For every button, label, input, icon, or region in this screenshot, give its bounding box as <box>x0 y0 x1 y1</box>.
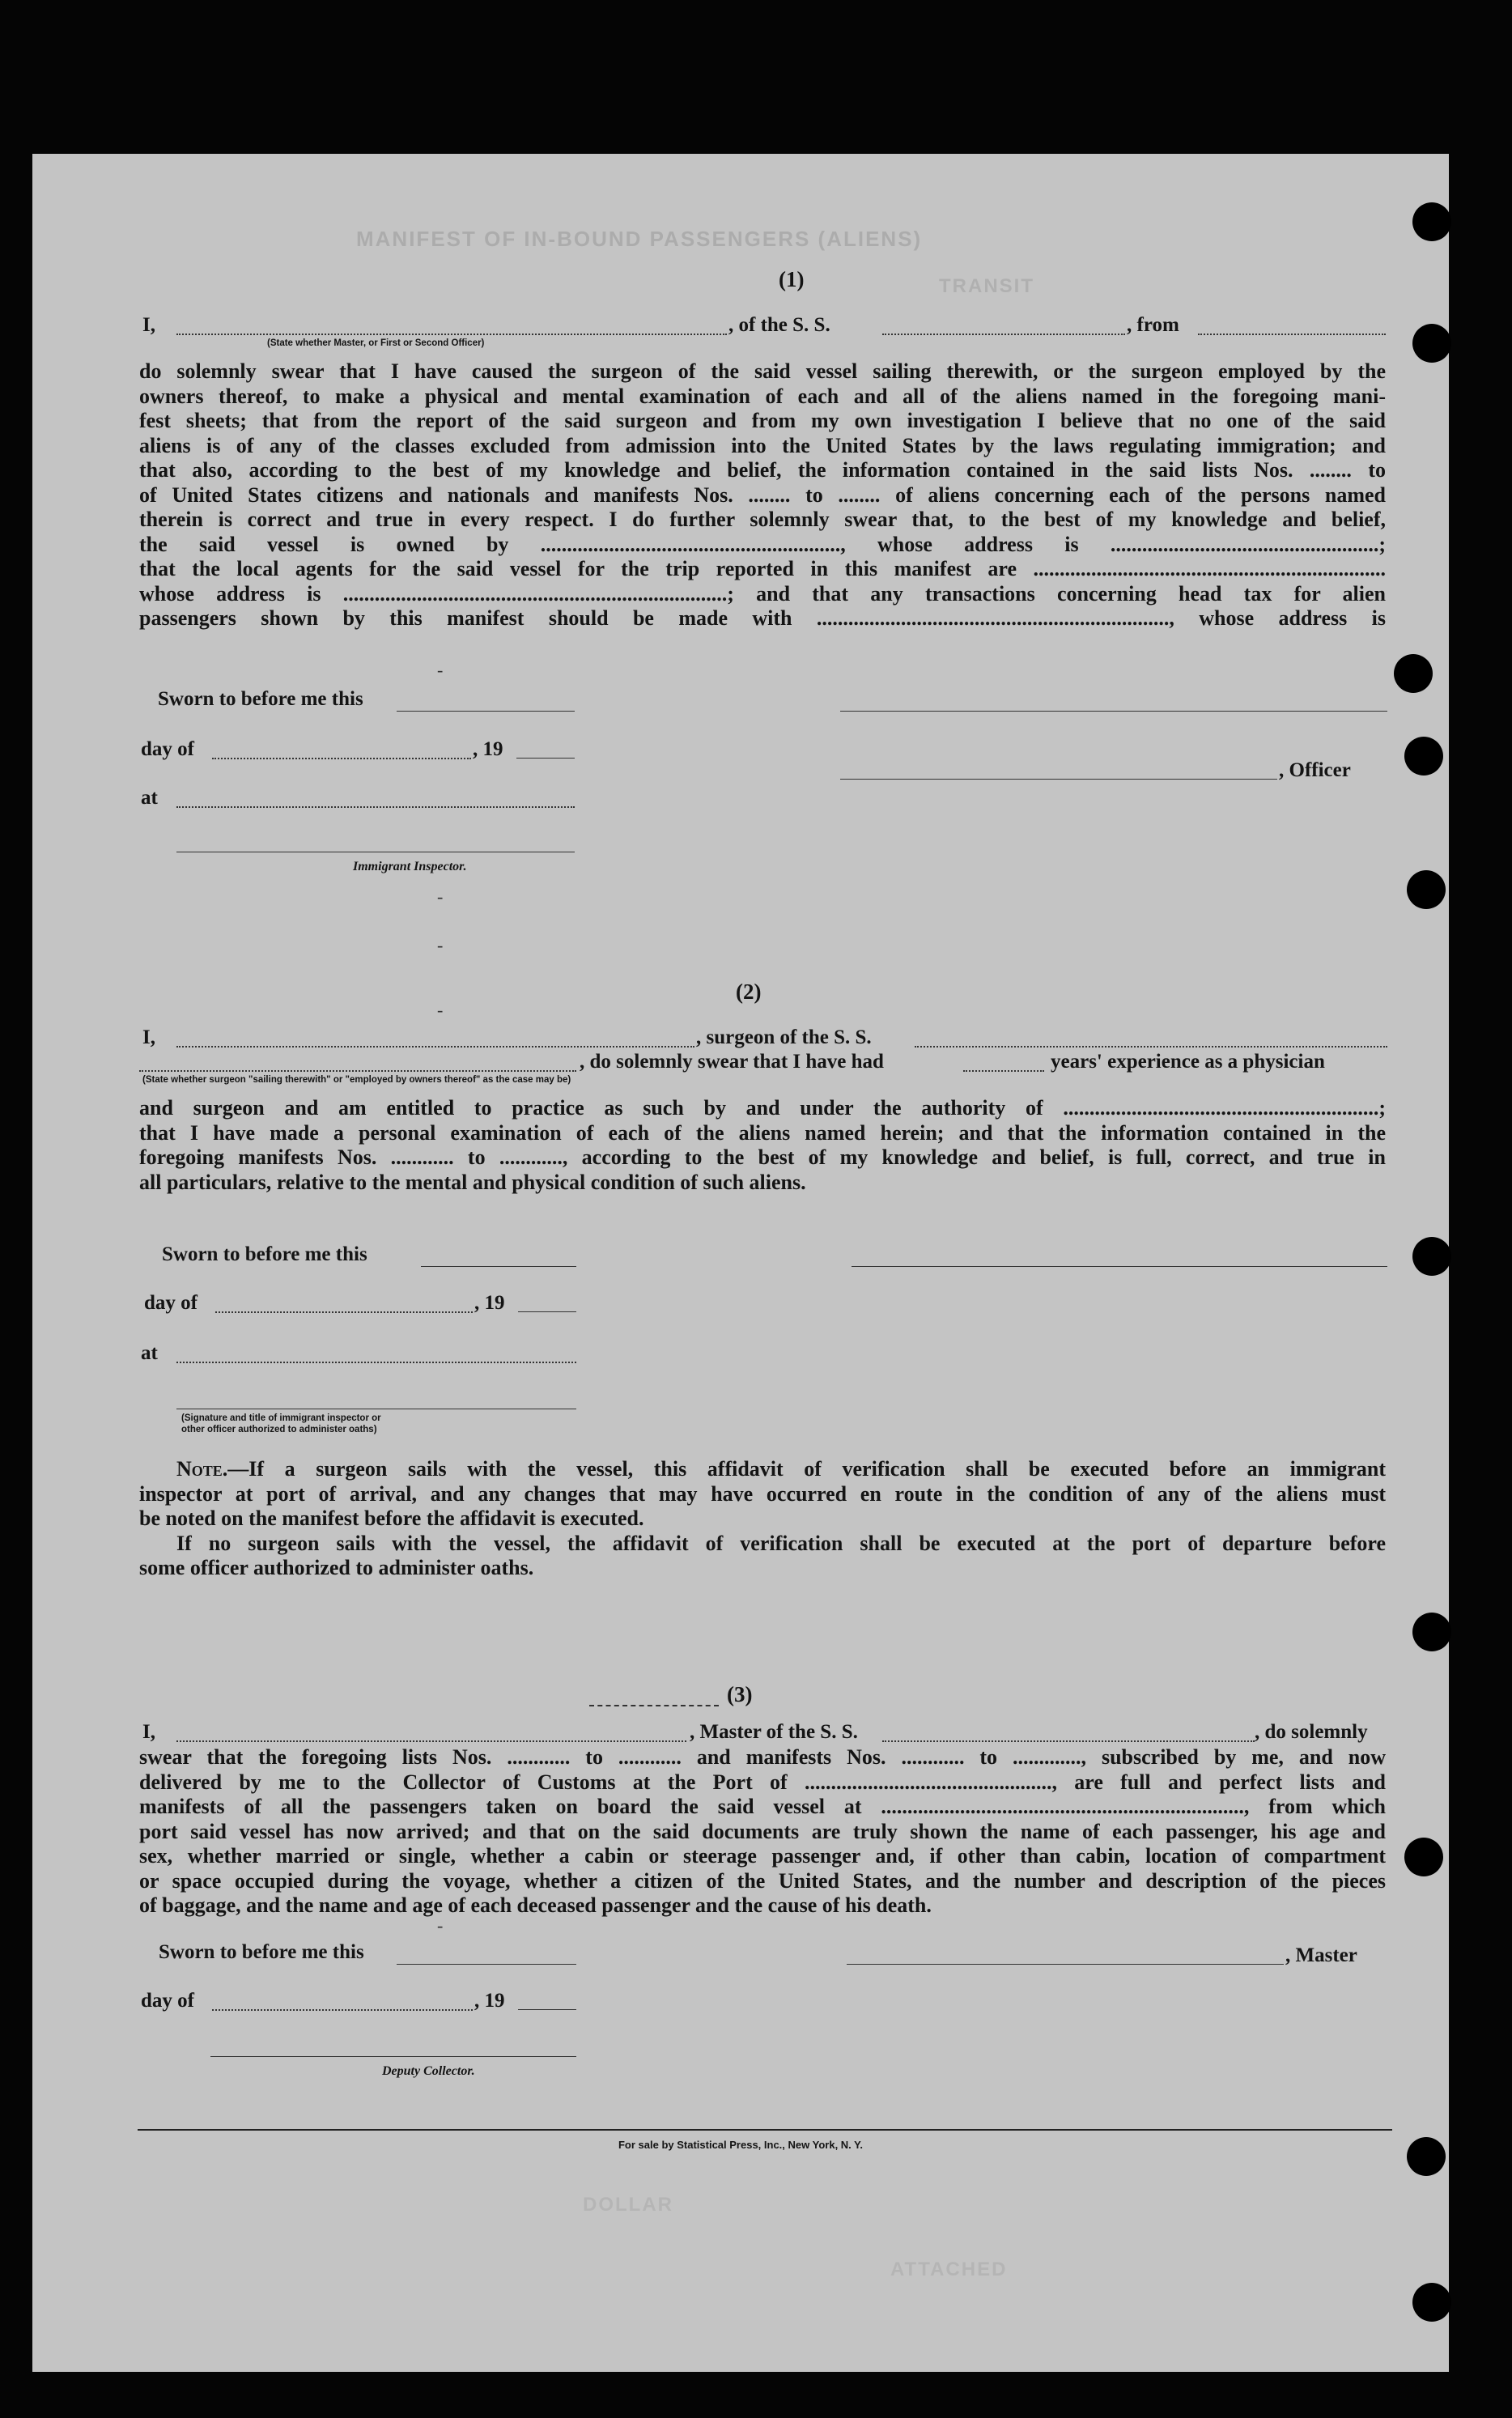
binder-hole <box>1412 2283 1451 2322</box>
binder-hole <box>1412 324 1451 363</box>
s2-inspector-caption-2: other officer authorized to administer oaths) <box>181 1425 377 1434</box>
s3-i-label: I, <box>142 1721 155 1743</box>
s1-line: whose address is .........................................................................; and that any transactions concerning head tax for alien <box>139 581 1386 606</box>
s3-master-of-label: , Master of the S. S. <box>690 1721 858 1743</box>
s2-note-line <box>139 1457 1386 1482</box>
s2-at-label: at <box>141 1342 158 1364</box>
s2-sworn-label: Sworn to before me this <box>162 1243 367 1265</box>
s2-oath-paragraph <box>139 1096 1386 1195</box>
s3-line: sex, whether married or single, whether a cabin or steerage passenger and, if other than cabin, location of compartment <box>139 1844 1386 1868</box>
s2-vessel-field[interactable] <box>915 1046 1387 1048</box>
s2-i-label: I, <box>142 1026 155 1048</box>
s3-master-label: , Master <box>1285 1944 1357 1966</box>
bleed-through-text: MANIFEST OF IN-BOUND PASSENGERS (ALIENS) <box>356 227 923 251</box>
s3-master-name-field[interactable] <box>176 1740 686 1742</box>
s1-officer-signature-line-2[interactable] <box>840 779 1277 780</box>
s2-surgeon-of-label: , surgeon of the S. S. <box>696 1026 872 1048</box>
s1-line: the said vessel is owned by ........................................................., whose address is ...................................................; <box>139 532 1386 556</box>
binder-hole <box>1412 202 1451 241</box>
s2-line: and surgeon and am entitled to practice as such by and under the authority of ............................................................; <box>139 1096 1386 1120</box>
s2-note-line: some officer authorized to administer oaths. <box>139 1556 534 1579</box>
s3-line: of baggage, and the name and age of each deceased passenger and the cause of his death. <box>139 1893 932 1917</box>
s2-note-line: be noted on the manifest before the affidavit is executed. <box>139 1506 644 1530</box>
s3-collector-signature-line[interactable] <box>210 2056 576 2057</box>
s2-line: all particulars, relative to the mental and physical condition of such aliens. <box>139 1170 806 1194</box>
s2-years-label: years' experience as a physician <box>1051 1051 1325 1073</box>
s3-sworn-field[interactable] <box>397 1964 576 1965</box>
s3-vessel-field[interactable] <box>882 1740 1255 1742</box>
s1-line: passengers shown by this manifest should be made with ..................................................................., whose address is <box>139 606 1386 630</box>
footer-rule <box>138 2129 1392 2131</box>
s3-oath-paragraph <box>139 1745 1386 1919</box>
s1-oath-paragraph <box>139 359 1386 631</box>
s1-vessel-field[interactable] <box>882 334 1125 335</box>
s3-master-signature-line[interactable] <box>847 1964 1284 1965</box>
s1-officer-signature-line-1[interactable] <box>840 711 1387 712</box>
tick-mark: - <box>437 1915 444 1936</box>
section-2-number: (2) <box>736 980 762 1004</box>
s3-year-field[interactable] <box>518 2009 576 2010</box>
s1-from-field[interactable] <box>1198 334 1386 335</box>
binder-hole <box>1412 1237 1451 1276</box>
s2-at-field[interactable] <box>176 1362 576 1363</box>
binder-hole <box>1412 1613 1451 1651</box>
binder-hole <box>1407 870 1446 909</box>
s1-inspector-caption: Immigrant Inspector. <box>353 860 467 873</box>
s2-line: that I have made a personal examination of each of the aliens named herein; and that the information contained in the <box>139 1120 1386 1145</box>
s3-line: swear that the foregoing lists Nos. ............ to ............ and manifests Nos. ............ to ............., subscribed by me, and now <box>139 1745 1386 1769</box>
s1-line: therein is correct and true in every respect. I do further solemnly swear that, to the best of my knowledge and belief, <box>139 508 1386 531</box>
s3-line: manifests of all the passengers taken on board the said vessel at ....................................................................., from which <box>139 1795 1386 1818</box>
s2-day-field[interactable] <box>215 1311 473 1313</box>
s3-line: port said vessel has now arrived; and that on the said documents are truly shown the name of each passenger, his age and <box>139 1819 1386 1843</box>
tick-mark: - <box>437 886 444 907</box>
s1-line: owners thereof, to make a physical and mental examination of each and all of the aliens named in the foregoing mani- <box>139 384 1386 408</box>
s1-ss-label: , of the S. S. <box>728 314 830 336</box>
s2-line: foregoing manifests Nos. ............ to ............, according to the best of my knowledge and belief, is full, correct, and true in <box>139 1145 1386 1169</box>
tick-mark: - <box>437 935 444 955</box>
note-label: Note. <box>176 1457 228 1481</box>
s2-inspector-caption-1: (Signature and title of immigrant inspector or <box>181 1413 381 1423</box>
s2-status-field[interactable] <box>139 1070 576 1072</box>
note-text: —If a surgeon sails with the vessel, this affidavit of verification shall be executed before an immigrant <box>227 1457 1386 1481</box>
s1-day-field[interactable] <box>212 758 471 759</box>
s1-line: fest sheets; that from the report of the said surgeon and from my own investigation I believe that no one of the said <box>139 409 1386 432</box>
s2-surgeon-name-field[interactable] <box>176 1046 694 1048</box>
binder-hole <box>1407 2137 1446 2176</box>
binder-hole <box>1394 654 1433 693</box>
s1-i-label: I, <box>142 314 155 336</box>
tick-mark: - <box>437 1000 444 1020</box>
s3-sworn-label: Sworn to before me this <box>159 1941 364 1963</box>
s2-surgeon-signature-line[interactable] <box>852 1266 1387 1267</box>
bleed-through-text: DOLLAR <box>583 2194 673 2216</box>
binder-hole <box>1404 737 1443 776</box>
s2-sworn-field[interactable] <box>421 1266 576 1267</box>
s1-sworn-field[interactable] <box>397 711 575 712</box>
s2-note-line: If no surgeon sails with the vessel, the affidavit of verification shall be executed at the port of departure before <box>176 1531 1386 1555</box>
s1-officer-label: , Officer <box>1279 759 1351 781</box>
binder-hole <box>1404 1838 1443 1876</box>
s3-day-label: day of <box>141 1990 194 2012</box>
bleed-through-text: ATTACHED <box>890 2259 1008 2280</box>
s2-day-label: day of <box>144 1292 197 1314</box>
bleed-through-text: TRANSIT <box>939 275 1034 297</box>
s1-from-label: , from <box>1127 314 1179 336</box>
s1-officer-caption: (State whether Master, or First or Second Officer) <box>267 338 485 348</box>
s1-line: aliens is of any of the classes excluded from admission into the United States by the laws regulating immigration; and <box>139 433 1386 457</box>
s2-note-paragraph <box>139 1457 1386 1581</box>
s3-line: delivered by me to the Collector of Customs at the Port of ..............................................., are full and perfect lists and <box>139 1770 1386 1794</box>
publisher-footer: For sale by Statistical Press, Inc., New York, N. Y. <box>618 2139 864 2151</box>
s2-status-caption: (State whether surgeon "sailing therewith" or "employed by owners thereof" as the case may be) <box>142 1075 571 1085</box>
s1-at-field[interactable] <box>176 806 575 808</box>
s1-year-field[interactable] <box>516 758 575 759</box>
s3-collector-caption: Deputy Collector. <box>382 2064 475 2078</box>
s2-swear-label: , do solemnly swear that I have had <box>580 1051 884 1073</box>
s1-year-label: , 19 <box>473 738 503 760</box>
s1-at-label: at <box>141 787 158 809</box>
s1-day-label: day of <box>141 738 194 760</box>
s1-officer-name-field[interactable] <box>176 334 727 335</box>
s1-line: that the local agents for the said vessel for the trip reported in this manifest are ................................................................... <box>139 557 1386 580</box>
s2-note-line: inspector at port of arrival, and any changes that may have occurred en route in the condition of any of the aliens must <box>139 1481 1386 1506</box>
s3-line: or space occupied during the voyage, whether a citizen of the United States, and the number and description of the pieces <box>139 1868 1386 1893</box>
s2-year-field[interactable] <box>518 1311 576 1312</box>
s2-years-field[interactable] <box>963 1070 1044 1072</box>
section-3-number: (3) <box>727 1682 753 1706</box>
s2-year-label: , 19 <box>474 1292 505 1314</box>
s1-line: that also, according to the best of my knowledge and belief, the information contained in the said lists Nos. ........ to <box>139 458 1386 482</box>
s3-day-field[interactable] <box>212 2009 473 2011</box>
s3-year-label: , 19 <box>474 1990 505 2012</box>
s1-sworn-label: Sworn to before me this <box>158 688 363 710</box>
s1-line: of United States citizens and nationals and manifests Nos. ........ to ........ of aliens concerning each of the persons named <box>139 482 1386 507</box>
section-1-number: (1) <box>779 267 805 291</box>
manifest-page <box>32 154 1449 2372</box>
s1-line: do solemnly swear that I have caused the surgeon of the said vessel sailing therewith, or the surgeon employed by the <box>139 359 1386 383</box>
tick-mark: - <box>437 660 444 680</box>
s3-number-underline <box>589 1705 719 1706</box>
s3-solemnly-label: , do solemnly <box>1255 1721 1368 1743</box>
